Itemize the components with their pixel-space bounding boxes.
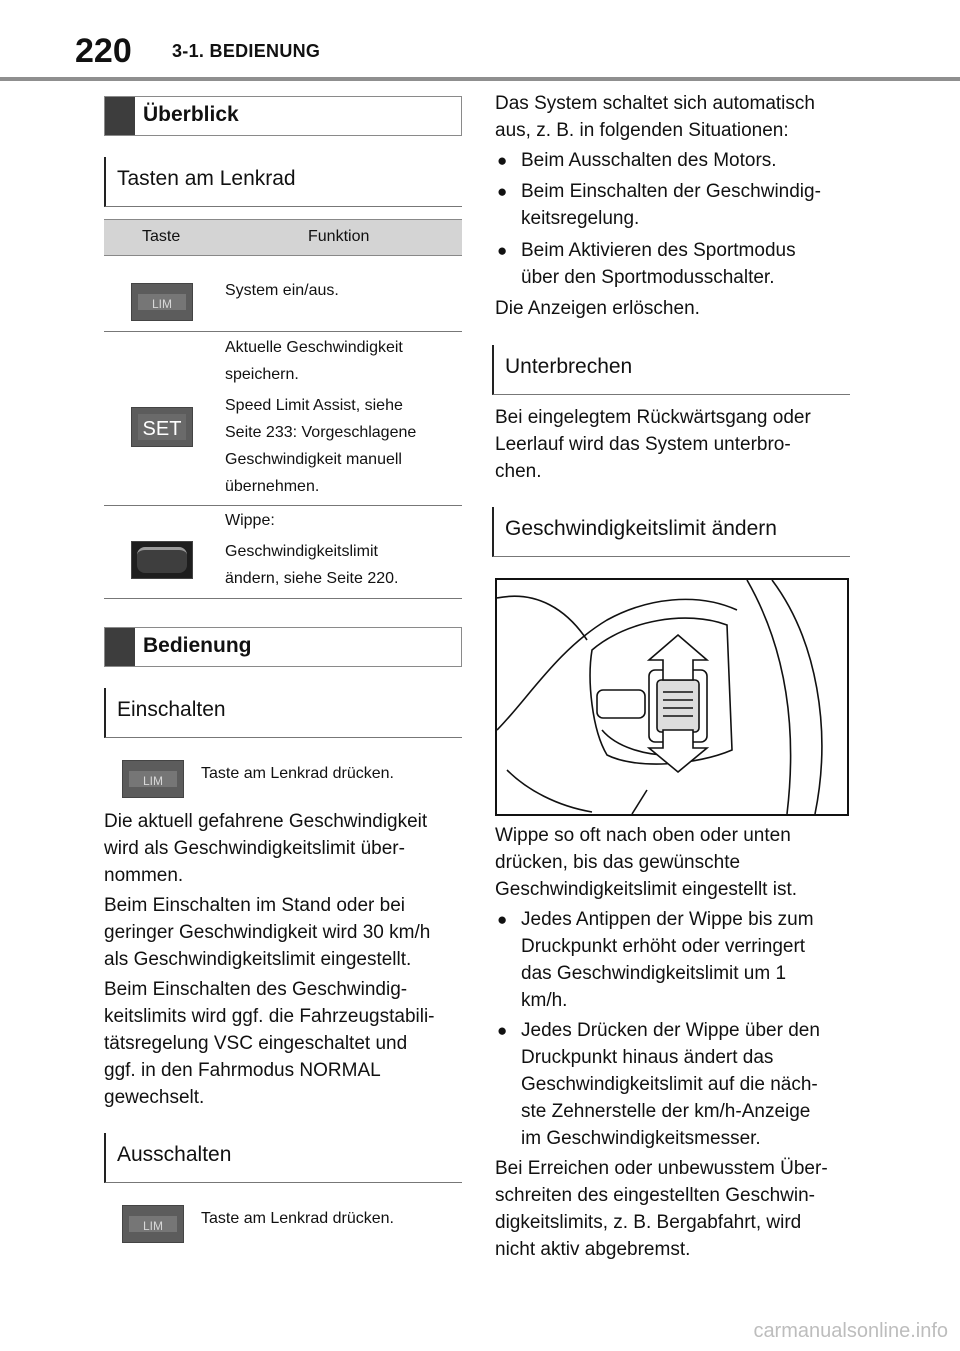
section-overview <box>104 96 462 136</box>
rocker-switch-icon <box>131 541 193 579</box>
table-row-1-text <box>225 277 339 304</box>
text-line: gewechselt. <box>104 1087 205 1108</box>
watermark: carmanualsonline.info <box>753 1320 948 1342</box>
section-title-overview: Überblick <box>143 103 239 126</box>
key-label: LIM <box>129 771 177 787</box>
subheading-interrupt: Unterbrechen <box>492 345 850 395</box>
text-line: ● Jedes Drücken der Wippe über den <box>521 1020 820 1041</box>
text-line: Bei Erreichen oder unbewusstem Über- <box>495 1158 828 1179</box>
table-row-3-text <box>225 507 398 592</box>
text-line: keitslimits wird ggf. die Fahrzeugstabili- <box>104 1006 435 1027</box>
header-divider <box>0 77 960 81</box>
paragraph <box>495 1155 828 1263</box>
subheading-change-limit: Geschwindigkeitslimit ändern <box>492 507 850 557</box>
text-line: Leerlauf wird das System unterbro- <box>495 434 791 455</box>
table-row-line: Speed Limit Assist, siehe <box>225 397 403 414</box>
text-line: im Geschwindigkeitsmesser. <box>521 1128 761 1149</box>
section-operation <box>104 627 462 667</box>
text-line: Druckpunkt hinaus ändert das <box>521 1047 774 1068</box>
text-line: als Geschwindigkeitslimit eingestellt. <box>104 949 412 970</box>
text-line: ● Jedes Antippen der Wippe bis zum <box>521 909 814 930</box>
table-row-line: Seite 233: Vorgeschlagene <box>225 424 417 441</box>
chapter-title: 3-1. BEDIENUNG <box>172 41 321 61</box>
table-header-function: Funktion <box>308 228 370 245</box>
table-row-line: Geschwindigkeit manuell <box>225 451 402 468</box>
section-tab-marker <box>105 97 135 135</box>
text-line: nommen. <box>104 865 184 886</box>
paragraph <box>495 822 797 903</box>
table-row-line: Aktuelle Geschwindigkeit <box>225 339 403 356</box>
text-line: Wippe so oft nach oben oder unten <box>495 825 791 846</box>
list-item <box>495 906 814 1014</box>
key-label: SET <box>138 414 186 440</box>
table-row-line: System ein/aus. <box>225 282 339 299</box>
text-line: drücken, bis das gewünschte <box>495 852 741 873</box>
lim-button-icon <box>122 1205 184 1243</box>
wheel-rim-line <box>747 580 791 814</box>
lim-button-icon <box>131 283 193 321</box>
subheading-switch-off: Ausschalten <box>104 1133 462 1183</box>
subheading-switch-on: Einschalten <box>104 688 462 738</box>
section-title-operation: Bedienung <box>143 634 252 657</box>
set-button-icon <box>131 407 193 447</box>
table-row-line: Wippe: <box>225 512 275 529</box>
key-label: LIM <box>138 294 186 310</box>
row-divider <box>104 331 462 332</box>
wheel-rim-line <box>507 770 592 812</box>
rocker-switch <box>657 680 699 732</box>
lim-button-icon <box>122 760 184 798</box>
column-line <box>632 790 647 814</box>
text-line: ● Beim Ausschalten des Motors. <box>521 150 777 171</box>
text-line: schreiten des eingestellten Geschwin- <box>495 1185 816 1206</box>
steering-wheel-drawing <box>497 580 847 814</box>
text-line: km/h. <box>521 990 568 1011</box>
text-line: Bei eingelegtem Rückwärtsgang oder <box>495 407 811 428</box>
text-line: ● Beim Einschalten der Geschwindig- <box>521 181 821 202</box>
text-line: ggf. in den Fahrmodus NORMAL <box>104 1060 381 1081</box>
text-line: Geschwindigkeitslimit auf die näch- <box>521 1074 818 1095</box>
text-line: Beim Einschalten des Geschwindig- <box>104 979 408 1000</box>
text-line: Druckpunkt erhöht oder verringert <box>521 936 806 957</box>
text-line: das Geschwindigkeitslimit um 1 <box>521 963 787 984</box>
list-item <box>495 178 821 232</box>
paragraph <box>104 892 430 973</box>
paragraph <box>495 404 811 485</box>
table-header-key: Taste <box>142 228 181 245</box>
wheel-rim-line <box>497 596 587 640</box>
text-line: Beim Einschalten im Stand oder bei <box>104 895 405 916</box>
table-row-line: übernehmen. <box>225 478 320 495</box>
table-row-2-text <box>225 334 416 500</box>
row-divider <box>104 598 462 599</box>
text-line: ● Beim Aktivieren des Sportmodus <box>521 240 796 261</box>
paragraph <box>104 808 427 889</box>
list-item <box>495 237 796 291</box>
text-line: geringer Geschwindigkeit wird 30 km/h <box>104 922 431 943</box>
list-item <box>495 147 777 174</box>
paragraph <box>495 90 815 144</box>
table-header <box>104 219 462 256</box>
text-line: Geschwindigkeitslimit eingestellt ist. <box>495 879 798 900</box>
text-line: über den Sportmodusschalter. <box>521 267 775 288</box>
switch-off-instruction: Taste am Lenkrad drücken. <box>201 1210 394 1227</box>
text-line: Das System schaltet sich automatisch <box>495 93 815 114</box>
row-divider <box>104 505 462 506</box>
text-line: nicht aktiv abgebremst. <box>495 1239 691 1260</box>
steering-wheel-illustration <box>495 578 849 816</box>
paragraph <box>104 976 435 1111</box>
wheel-rim-line <box>772 580 822 814</box>
text-line: digkeitslimits, z. B. Bergabfahrt, wird <box>495 1212 802 1233</box>
lim-button-outline <box>597 690 645 718</box>
text-line: wird als Geschwindigkeitslimit über- <box>104 838 405 859</box>
paragraph: Die Anzeigen erlöschen. <box>495 298 700 319</box>
text-line: aus, z. B. in folgenden Situationen: <box>495 120 789 141</box>
switch-on-instruction: Taste am Lenkrad drücken. <box>201 765 394 782</box>
page-number: 220 <box>75 32 132 70</box>
table-row-line: ändern, siehe Seite 220. <box>225 570 399 587</box>
table-row-line: speichern. <box>225 366 299 383</box>
text-line: ste Zehnerstelle der km/h-Anzeige <box>521 1101 811 1122</box>
text-line: tätsregelung VSC eingeschaltet und <box>104 1033 408 1054</box>
text-line: chen. <box>495 461 542 482</box>
table-row-line: Geschwindigkeitslimit <box>225 543 378 560</box>
text-line: Die aktuell gefahrene Geschwindigkeit <box>104 811 428 832</box>
list-item <box>495 1017 820 1152</box>
rocker-face <box>137 547 187 573</box>
text-line: keitsregelung. <box>521 208 640 229</box>
section-tab-marker <box>105 628 135 666</box>
key-label: LIM <box>129 1216 177 1232</box>
subheading-buttons: Tasten am Lenkrad <box>104 157 462 207</box>
